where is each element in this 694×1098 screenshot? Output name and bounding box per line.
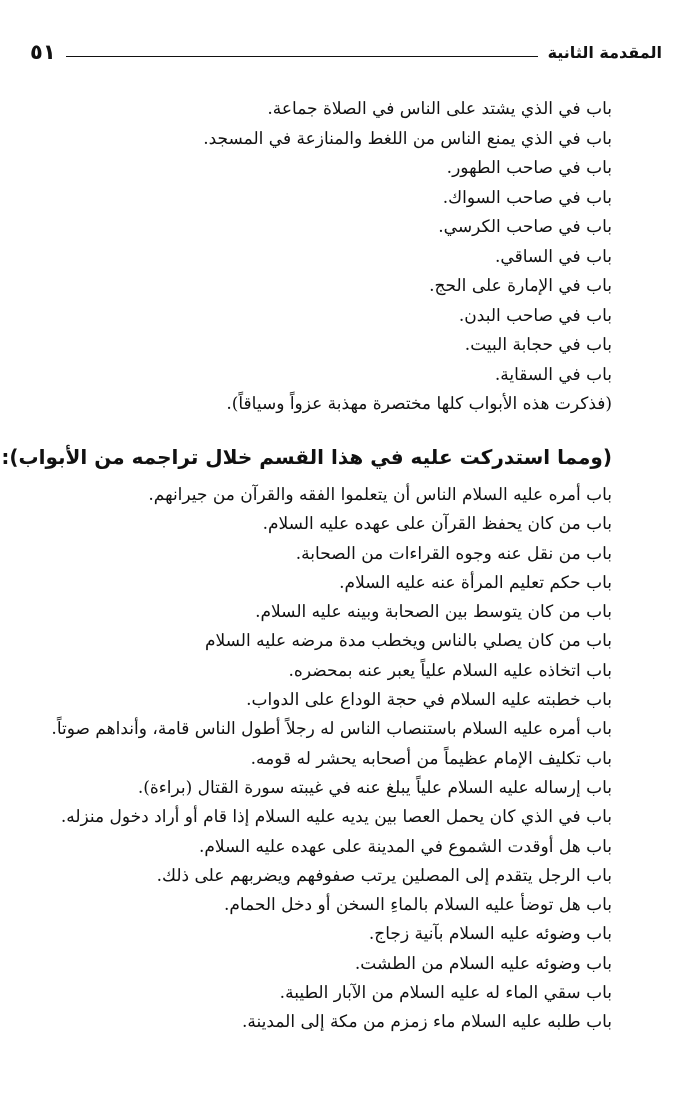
- list-item: باب من نقل عنه وجوه القراءات من الصحابة.: [295, 543, 612, 564]
- list-item: باب سقي الماء له عليه السلام من الآبار الطيبة.: [279, 983, 612, 1004]
- chapter-list-1: [50, 95, 612, 420]
- list-item: باب أمره عليه السلام الناس أن يتعلموا الفقه والقرآن من جيرانهم.: [148, 485, 612, 505]
- closing-note: (فذكرت هذه الأبواب كلها مختصرة مهذبة عزواً وسياقاً).: [226, 394, 612, 414]
- running-header: [30, 34, 662, 66]
- section-heading: (ومما استدركت عليه في هذا القسم خلال تراجمه من الأبواب):: [1, 445, 612, 469]
- list-item: باب في الإمارة على الحج.: [429, 276, 612, 296]
- list-item: باب إرساله عليه السلام علياً يبلغ عنه في غيبته سورة القتال (براءة).: [137, 777, 612, 798]
- list-item: باب في صاحب الكرسي.: [438, 217, 612, 237]
- list-item: باب في الذي يشتد على الناس في الصلاة جماعة.: [267, 99, 612, 119]
- list-item: باب من كان يتوسط بين الصحابة وبينه عليه السلام.: [255, 602, 612, 623]
- list-item: باب في صاحب الطهور.: [446, 158, 612, 178]
- list-item: باب من كان يصلي بالناس ويخطب مدة مرضه عليه السلام: [204, 631, 612, 652]
- list-item: باب في الذي يمنع الناس من اللغط والمنازعة في المسجد.: [203, 128, 612, 149]
- list-item: باب في صاحب السواك.: [442, 187, 612, 208]
- list-item: باب وضوئه عليه السلام من الطشت.: [354, 953, 612, 974]
- list-item: باب في السقاية.: [494, 364, 612, 385]
- list-item: باب في الساقي.: [495, 246, 612, 267]
- list-item: باب في الذي كان يحمل العصا بين يديه عليه السلام إذا قام أو أراد دخول منزله.: [60, 807, 612, 828]
- list-item: باب اتخاذه عليه السلام علياً يعبر عنه بمحضره.: [288, 660, 612, 681]
- list-item: باب خطبته عليه السلام في حجة الوداع على الدواب.: [246, 690, 612, 711]
- list-item: باب أمره عليه السلام باستنصاب الناس له رجلاً أطول الناس قامة، وأنداهم صوتاً.: [51, 719, 612, 740]
- header-rule: [66, 56, 538, 57]
- page-number: ٥١: [30, 40, 56, 64]
- chapter-list-2: [40, 481, 612, 1038]
- list-item: باب وضوئه عليه السلام بآنية زجاج.: [368, 924, 612, 945]
- list-item: باب هل توضأ عليه السلام بالماءِ السخن أو دخل الحمام.: [223, 895, 612, 916]
- list-item: باب هل أوقدت الشموع في المدينة على عهده عليه السلام.: [198, 836, 612, 857]
- list-item: باب في حجابة البيت.: [464, 335, 612, 355]
- section-title: المقدمة الثانية: [547, 43, 662, 62]
- list-item: باب تكليف الإمام عظيماً من أصحابه يحشر له قومه.: [250, 748, 612, 769]
- list-item: باب طلبه عليه السلام ماء زمزم من مكة إلى المدينة.: [242, 1012, 612, 1033]
- list-item: باب من كان يحفظ القرآن على عهده عليه السلام.: [262, 514, 612, 535]
- list-item: باب في صاحب البدن.: [458, 305, 612, 326]
- list-item: باب الرجل يتقدم إلى المصلين يرتب صفوفهم ويضربهم على ذلك.: [156, 865, 612, 886]
- list-item: باب حكم تعليم المرأة عنه عليه السلام.: [339, 572, 612, 593]
